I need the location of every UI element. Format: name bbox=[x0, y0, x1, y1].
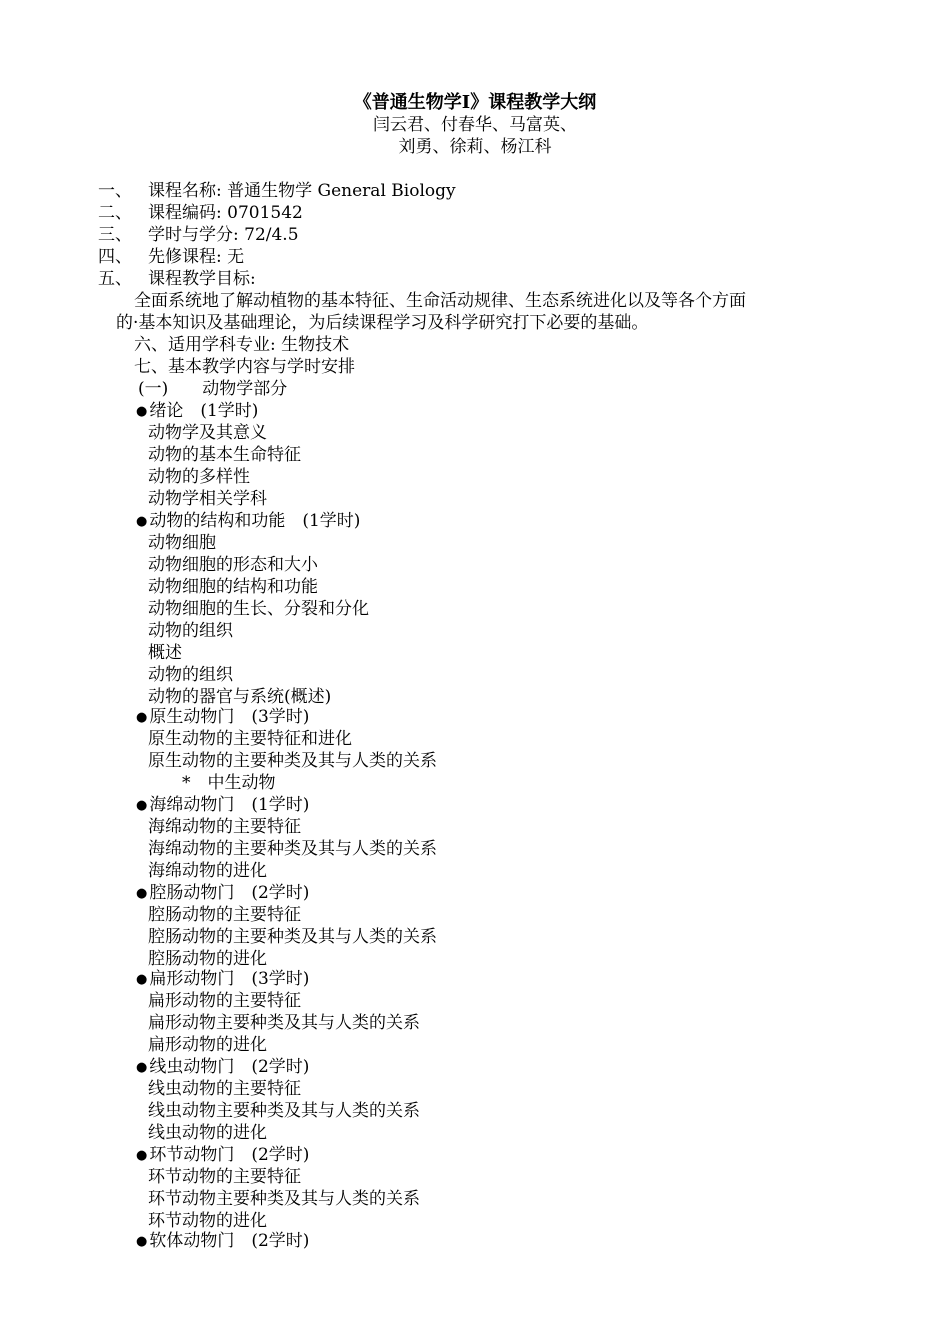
chapter-item: 动物的器官与系统(概述) bbox=[148, 687, 332, 707]
chapter-item: 海绵动物的进化 bbox=[148, 861, 267, 881]
part-heading: (一) 动物学部分 bbox=[138, 379, 288, 399]
mesozoa-line: * 中生动物 bbox=[182, 773, 276, 793]
authors-line-1: 闫云君、付春华、马富英、 bbox=[373, 115, 577, 135]
chapter-item: 动物的多样性 bbox=[148, 467, 250, 487]
chapter-heading: ● 环节动物门 (2学时) bbox=[136, 1145, 310, 1165]
chapter-item: 扁形动物的进化 bbox=[148, 1035, 267, 1055]
bullet-icon: ● bbox=[136, 514, 148, 529]
chapter-item: 腔肠动物的主要种类及其与人类的关系 bbox=[148, 927, 437, 947]
bullet-icon: ● bbox=[136, 886, 148, 901]
chapter-item: 线虫动物的进化 bbox=[148, 1123, 267, 1143]
chapter-heading: ● 软体动物门 (2学时) bbox=[136, 1231, 310, 1251]
chapter-item: 线虫动物的主要特征 bbox=[148, 1079, 301, 1099]
chapter-item: 动物学相关学科 bbox=[148, 489, 267, 509]
bullet-icon: ● bbox=[136, 972, 148, 987]
chapter-item: 扁形动物主要种类及其与人类的关系 bbox=[148, 1013, 420, 1033]
chapter-item: 动物细胞 bbox=[148, 533, 216, 553]
section-6: 六、适用学科专业: 生物技术 bbox=[134, 335, 350, 355]
bullet-icon: ● bbox=[136, 710, 148, 725]
chapter-item: 原生动物的主要种类及其与人类的关系 bbox=[148, 751, 437, 771]
chapter-item: 动物细胞的生长、分裂和分化 bbox=[148, 599, 369, 619]
document-title: 《普通生物学Ⅰ》课程教学大纲 bbox=[353, 92, 597, 113]
chapter-item: 扁形动物的主要特征 bbox=[148, 991, 301, 1011]
objective-line-2: 的·基本知识及基础理论，为后续课程学习及科学研究打下必要的基础。 bbox=[116, 313, 649, 333]
chapter-item: 环节动物主要种类及其与人类的关系 bbox=[148, 1189, 420, 1209]
chapter-item: 线虫动物主要种类及其与人类的关系 bbox=[148, 1101, 420, 1121]
chapter-item: 海绵动物的主要特征 bbox=[148, 817, 301, 837]
bullet-icon: ● bbox=[136, 404, 148, 419]
chapter-item: 动物细胞的结构和功能 bbox=[148, 577, 318, 597]
chapter-item: 腔肠动物的主要特征 bbox=[148, 905, 301, 925]
bullet-icon: ● bbox=[136, 1234, 148, 1249]
chapter-item: 环节动物的进化 bbox=[148, 1211, 267, 1231]
authors-line-2: 刘勇、徐莉、杨江科 bbox=[398, 137, 552, 157]
chapter-item: 概述 bbox=[148, 643, 182, 663]
chapter-item: 海绵动物的主要种类及其与人类的关系 bbox=[148, 839, 437, 859]
chapter-item: 动物的组织 bbox=[148, 665, 233, 685]
chapter-heading: ● 动物的结构和功能 (1学时) bbox=[136, 511, 361, 531]
chapter-item: 原生动物的主要特征和进化 bbox=[148, 729, 352, 749]
chapter-heading: ● 扁形动物门 (3学时) bbox=[136, 969, 310, 989]
objective-line-1: 全面系统地了解动植物的基本特征、生命活动规律、生态系统进化以及等各个方面 bbox=[134, 291, 746, 311]
bullet-icon: ● bbox=[136, 1060, 148, 1075]
chapter-item: 环节动物的主要特征 bbox=[148, 1167, 301, 1187]
document-page: 《普通生物学Ⅰ》课程教学大纲 闫云君、付春华、马富英、 刘勇、徐莉、杨江科 一、 课程名称: 普通生物学 General Biology 二、 课程编码: 0701542 三、 学时与学分: 72/4.5 四、 先修课程: 无 五、 课程教学目标: 全面系统地了解动植物的基本特征、生命活动规律、生态系统进化以及等各个方面 的·基本知识及基础理论，为后续课程学习及科学研究打下必要的基础。 六、适用学科专业: 生物技术 七、基本教学内容与学时安排 (一) 动物学部分 ● 绪论 (1学时) 动物学及其意义 动物的基本生命特征 动物的多样性 动物学相关学科 ● 动物的结构和功能 (1学时) 动物细胞 动物细胞的形态和大小 动物细胞的结构和功能 动物细胞的生长、分裂和分化 动物的组织 概述 动物的组织 动物的器官与系统(概述) ● 原生动物门 (3学时) 原生动物的主要特征和进化 原生动物的主要种类及其与人类的关系 * 中生动物 ● 海绵动物门 (1学时) 海绵动物的主要特征 海绵动物的主要种类及其与人类的关系 海绵动物的进化 ● 腔肠动物门 (2学时) 腔肠动物的主要特征 腔肠动物的主要种类及其与人类的关系 腔肠动物的进化 ● 扁形动物门 (3学时) 扁形动物的主要特征 扁形动物主要种类及其与人类的关系 扁形动物的进化 ● 线虫动物门 (2学时) 线虫动物的主要特征 线虫动物主要种类及其与人类的关系 线虫动物的进化 ● 环节动物门 (2学时) 环节动物的主要特征 环节动物主要种类及其与人类的关系 环节动物的进化 ● 软体动物门 (2学时) bbox=[0, 0, 950, 1344]
chapter-item: 腔肠动物的进化 bbox=[148, 949, 267, 969]
chapter-heading: ● 线虫动物门 (2学时) bbox=[136, 1057, 310, 1077]
chapter-item: 动物学及其意义 bbox=[148, 423, 267, 443]
chapter-heading: ● 绪论 (1学时) bbox=[136, 401, 259, 421]
bullet-icon: ● bbox=[136, 798, 148, 813]
bullet-icon: ● bbox=[136, 1148, 148, 1163]
chapter-heading: ● 腔肠动物门 (2学时) bbox=[136, 883, 310, 903]
chapter-heading: ● 原生动物门 (3学时) bbox=[136, 707, 310, 727]
chapter-item: 动物细胞的形态和大小 bbox=[148, 555, 318, 575]
section-7: 七、基本教学内容与学时安排 bbox=[134, 357, 355, 377]
chapter-heading: ● 海绵动物门 (1学时) bbox=[136, 795, 310, 815]
chapter-item: 动物的基本生命特征 bbox=[148, 445, 301, 465]
chapter-item: 动物的组织 bbox=[148, 621, 233, 641]
